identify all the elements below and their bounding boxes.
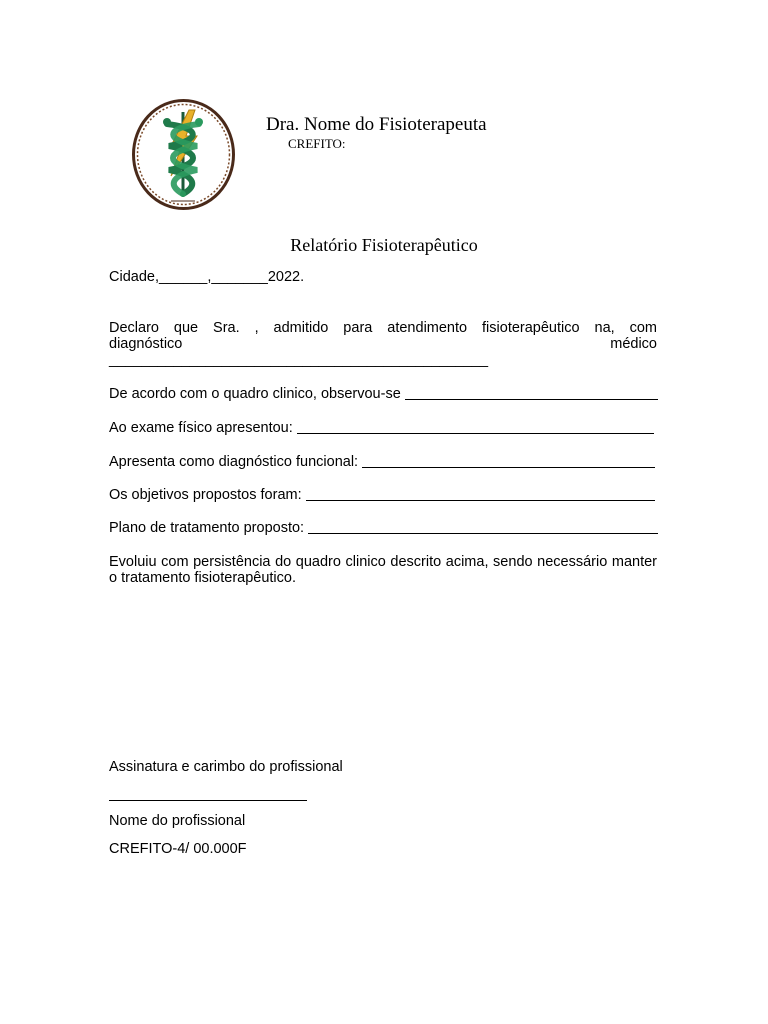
document-title: Relatório Fisioterapêutico bbox=[290, 235, 478, 255]
caduceus-lightning-icon bbox=[131, 98, 236, 211]
diagnostico-funcional-blank[interactable] bbox=[362, 466, 655, 468]
plano-tratamento-label: Plano de tratamento proposto: bbox=[109, 520, 305, 536]
signature-label: Assinatura e carimbo do profissional bbox=[109, 759, 343, 775]
professional-name-header: Dra. Nome do Fisioterapeuta bbox=[266, 114, 487, 135]
exame-fisico-label: Ao exame físico apresentou: bbox=[109, 420, 293, 436]
diagnostico-funcional-label: Apresenta como diagnóstico funcional: bbox=[109, 454, 359, 470]
declaration-line-2-left: diagnóstico bbox=[109, 336, 183, 352]
professional-registry: CREFITO-4/ 00.000F bbox=[109, 841, 247, 857]
city-date-line: Cidade,______,_______2022. bbox=[109, 269, 305, 285]
declaration-line-3: _______________________________________________ bbox=[109, 352, 489, 368]
objetivos-label: Os objetivos propostos foram: bbox=[109, 487, 302, 503]
quadro-clinico-label: De acordo com o quadro clinico, observou-se bbox=[109, 386, 401, 402]
evolucao-paragraph: Evoluiu com persistência do quadro clinico descrito acima, sendo necessário manter o tratamento fisioterapêutico. bbox=[109, 554, 657, 586]
exame-fisico-blank[interactable] bbox=[297, 432, 654, 434]
crefito-header: CREFITO: bbox=[288, 136, 346, 151]
signature-line[interactable] bbox=[109, 800, 307, 801]
objetivos-field[interactable] bbox=[109, 487, 655, 503]
quadro-clinico-field[interactable] bbox=[109, 386, 658, 402]
plano-tratamento-blank[interactable] bbox=[308, 532, 658, 534]
declaration-line-1: Declaro que Sra. , admitido para atendimento fisioterapêutico na, com bbox=[109, 320, 657, 336]
diagnostico-funcional-field[interactable] bbox=[109, 454, 655, 470]
professional-name-signature: Nome do profissional bbox=[109, 813, 246, 829]
plano-tratamento-field[interactable] bbox=[109, 520, 658, 536]
exame-fisico-field[interactable] bbox=[109, 420, 654, 436]
objetivos-blank[interactable] bbox=[306, 499, 655, 501]
declaration-line-2-right: médico bbox=[610, 336, 657, 352]
quadro-clinico-blank[interactable] bbox=[405, 398, 658, 400]
